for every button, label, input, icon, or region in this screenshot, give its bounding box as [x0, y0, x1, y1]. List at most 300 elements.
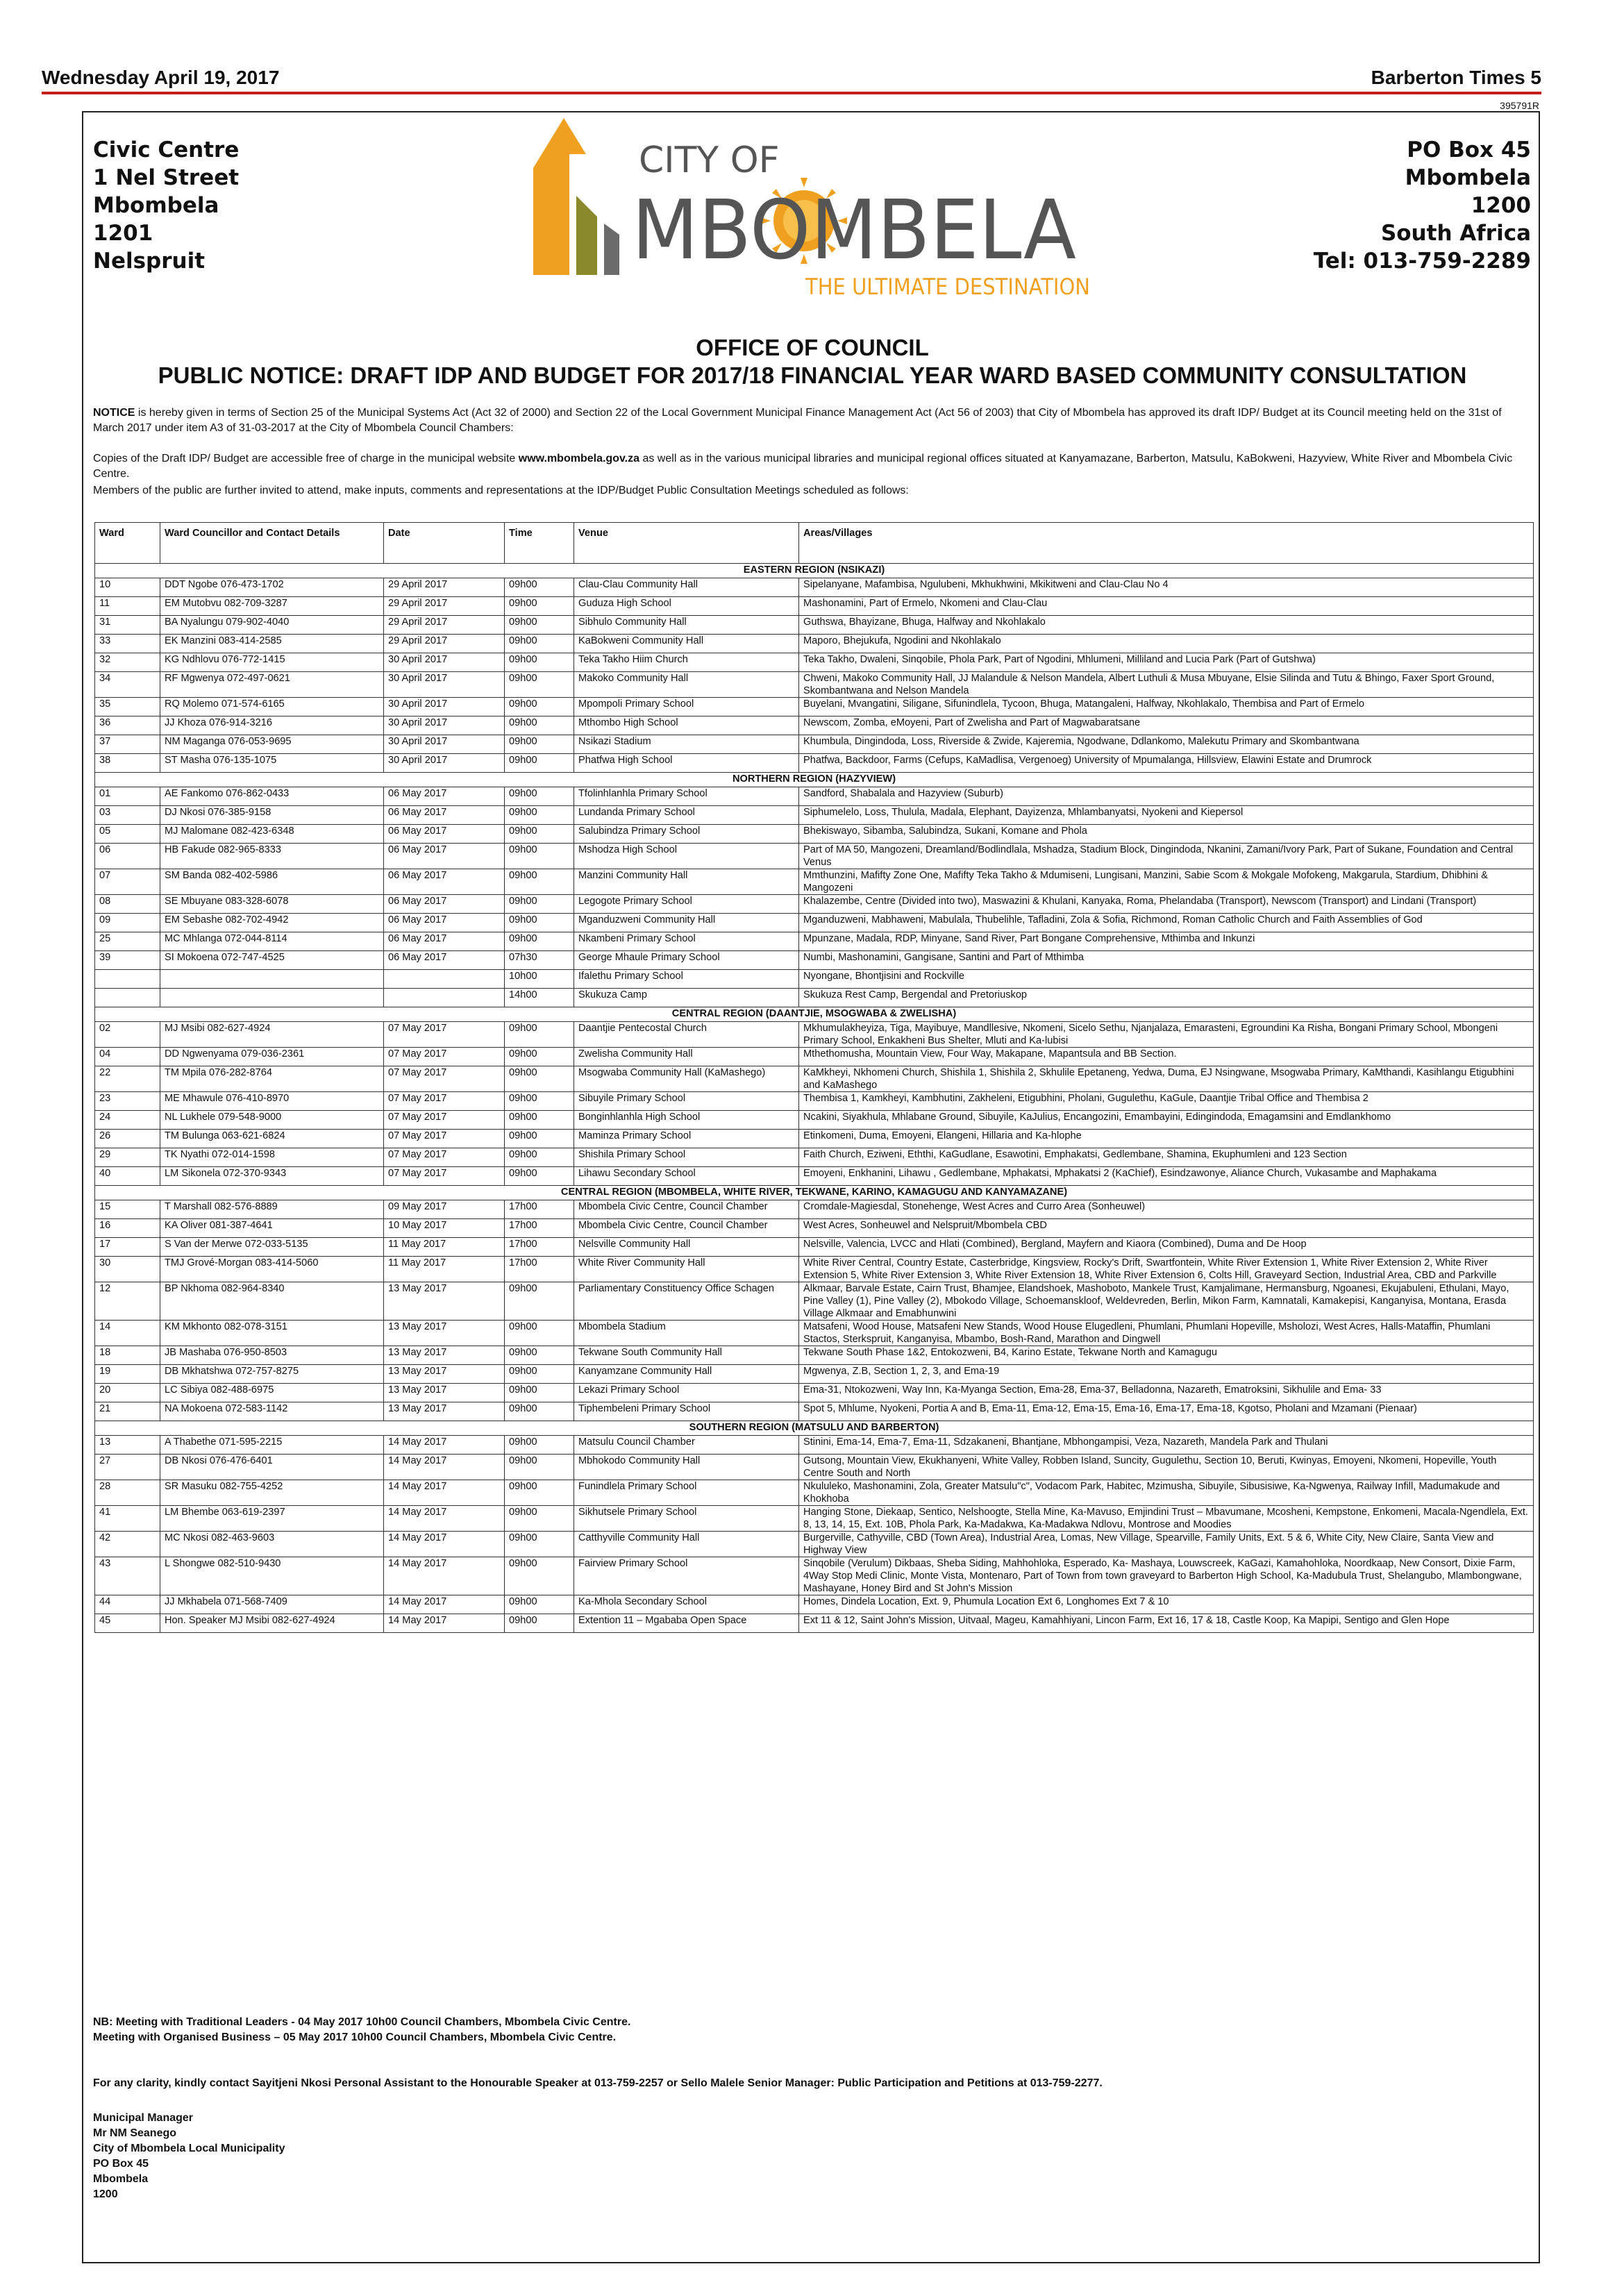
notice-subheading: PUBLIC NOTICE: DRAFT IDP AND BUDGET FOR 2017/18 FINANCIAL YEAR WARD BASED COMMUNITY CONSULTATION	[158, 362, 1467, 388]
cell-ward: 20	[95, 1384, 160, 1402]
cell-time: 09h00	[505, 914, 574, 932]
cell-areas: Bhekiswayo, Sibamba, Salubindza, Sukani, Komane and Phola	[799, 825, 1534, 844]
col-header-ward: Ward	[95, 523, 160, 564]
table-row	[95, 1167, 1534, 1186]
cell-date: 06 May 2017	[384, 806, 505, 825]
cell-time: 09h00	[505, 932, 574, 951]
signature-line: City of Mbombela Local Municipality	[93, 2143, 285, 2154]
notice-paragraph-2	[93, 451, 1529, 482]
cell-ward: 19	[95, 1365, 160, 1384]
cell-areas: Maporo, Bhejukufa, Ngodini and Nkohlakalo	[799, 635, 1534, 653]
table-row	[95, 970, 1534, 989]
table-row	[95, 1048, 1534, 1066]
cell-venue: Mthombo High School	[574, 717, 799, 735]
cell-areas: Khumbula, Dingindoda, Loss, Riverside & Zwide, Kajeremia, Ngodwane, Ddlankomo, Malekutu Primary and Skombantwana	[799, 735, 1534, 754]
cell-date: 13 May 2017	[384, 1384, 505, 1402]
signature-block	[93, 2111, 1529, 2202]
cell-ward: 11	[95, 597, 160, 616]
cell-ward: 25	[95, 932, 160, 951]
cell-venue: Nsikazi Stadium	[574, 735, 799, 754]
table-row	[95, 787, 1534, 806]
cell-ward: 26	[95, 1130, 160, 1148]
cell-councillor: BP Nkhoma 082-964-8340	[160, 1282, 384, 1321]
ad-reference: 395791R	[1500, 100, 1539, 111]
cell-time: 09h00	[505, 1111, 574, 1130]
cell-time: 09h00	[505, 735, 574, 754]
cell-areas: Teka Takho, Dwaleni, Sinqobile, Phola Park, Part of Ngodini, Mhlumeni, Milliland and Lucia Park (Part of Gutshwa)	[799, 653, 1534, 672]
cell-time: 09h00	[505, 869, 574, 895]
col-header-time: Time	[505, 523, 574, 564]
cell-areas: Part of MA 50, Mangozeni, Dreamland/Bodlindlala, Mshadza, Stadium Block, Dingindoda, Nkanini, Zamani/Ivory Park, Part of Sukane, Foundation and Central Venus	[799, 844, 1534, 869]
newspaper-page: Barberton Times 5	[1371, 67, 1541, 88]
cell-date: 07 May 2017	[384, 1066, 505, 1092]
table-row	[95, 806, 1534, 825]
cell-venue: Manzini Community Hall	[574, 869, 799, 895]
cell-time: 09h00	[505, 1384, 574, 1402]
cell-councillor: LM Bhembe 063-619-2397	[160, 1506, 384, 1532]
cell-councillor: SR Masuku 082-755-4252	[160, 1480, 384, 1506]
table-row	[95, 635, 1534, 653]
cell-councillor: SM Banda 082-402-5986	[160, 869, 384, 895]
cell-time: 09h00	[505, 1148, 574, 1167]
cell-ward: 41	[95, 1506, 160, 1532]
cell-areas: Sandford, Shabalala and Hazyview (Suburb)	[799, 787, 1534, 806]
cell-venue: Sibhulo Community Hall	[574, 616, 799, 635]
table-row	[95, 1532, 1534, 1557]
cell-venue: Mshodza High School	[574, 844, 799, 869]
cell-venue: Ifalethu Primary School	[574, 970, 799, 989]
signature-line: PO Box 45	[93, 2158, 149, 2170]
municipal-website-link[interactable]: www.mbombela.gov.za	[518, 453, 640, 464]
cell-councillor: TMJ Grové-Morgan 083-414-5060	[160, 1257, 384, 1282]
postal-address-line: Mbombela	[1405, 165, 1531, 190]
cell-ward: 05	[95, 825, 160, 844]
cell-areas: Mthethomusha, Mountain View, Four Way, Makapane, Mapantsula and BB Section.	[799, 1048, 1534, 1066]
note-traditional-leaders: NB: Meeting with Traditional Leaders - 04 May 2017 10h00 Council Chambers, Mbombela Civic Centre.	[93, 2016, 631, 2028]
cell-ward: 22	[95, 1066, 160, 1092]
cell-date: 14 May 2017	[384, 1614, 505, 1633]
cell-date: 11 May 2017	[384, 1257, 505, 1282]
postal-address-line: 1200	[1471, 193, 1531, 218]
cell-date: 14 May 2017	[384, 1436, 505, 1455]
cell-areas: Mmthunzini, Mafifty Zone One, Mafifty Teka Takho & Mdumiseni, Lungisani, Manzini, Sabie Scom & Mokgale Mofokeng, Makgarula, Stardium, Dhibhini & Mangozeni	[799, 869, 1534, 895]
cell-areas: Sipelanyane, Mafambisa, Ngulubeni, Mkhukhwini, Mkikitweni and Clau-Clau No 4	[799, 578, 1534, 597]
col-header-councillor: Ward Councillor and Contact Details	[160, 523, 384, 564]
cell-date: 07 May 2017	[384, 1111, 505, 1130]
cell-venue: Salubindza Primary School	[574, 825, 799, 844]
cell-ward: 23	[95, 1092, 160, 1111]
table-row	[95, 1455, 1534, 1480]
cell-councillor: ST Masha 076-135-1075	[160, 754, 384, 773]
cell-areas: Mpunzane, Madala, RDP, Minyane, Sand River, Part Bongane Comprehensive, Mthimba and Inkunzi	[799, 932, 1534, 951]
cell-date: 30 April 2017	[384, 672, 505, 698]
table-row	[95, 1066, 1534, 1092]
cell-date: 29 April 2017	[384, 616, 505, 635]
physical-address-line: Nelspruit	[93, 249, 206, 274]
cell-date: 14 May 2017	[384, 1532, 505, 1557]
cell-areas: Cromdale-Magiesdal, Stonehenge, West Acres and Curro Area (Sonheuwel)	[799, 1200, 1534, 1219]
cell-venue: Mpompoli Primary School	[574, 698, 799, 717]
cell-time: 07h30	[505, 951, 574, 970]
cell-ward: 36	[95, 717, 160, 735]
cell-areas: Alkmaar, Barvale Estate, Cairn Trust, Bhamjee, Elandshoek, Mashoboto, Mankele Trust, Kamjalimane, Hermansburg, Ngoanesi, Ekujabuleni, Ethulani, Mayo, Pine Valley (1), Pine Valley (2), Mbokodo Village, Schoemanskloof, Weldevreden, Berlin, Mikon Farm, Kamnatali, Kamakepisi, Kanganyisa, Montana, Erasda Village Alkmaar and Emabhunwini	[799, 1282, 1534, 1321]
cell-time: 09h00	[505, 1506, 574, 1532]
region-title: CENTRAL REGION (MBOMBELA, WHITE RIVER, TEKWANE, KARINO, KAMAGUGU AND KANYAMAZANE)	[95, 1186, 1534, 1200]
cell-areas: Numbi, Mashonamini, Gangisane, Santini and Part of Mthimba	[799, 951, 1534, 970]
cell-time: 09h00	[505, 1557, 574, 1595]
notice-lead: NOTICE	[93, 407, 135, 419]
cell-areas: Guthswa, Bhayizane, Bhuga, Halfway and Nkohlakalo	[799, 616, 1534, 635]
table-row	[95, 989, 1534, 1007]
cell-ward: 15	[95, 1200, 160, 1219]
cell-date: 13 May 2017	[384, 1402, 505, 1421]
cell-time: 09h00	[505, 895, 574, 914]
cell-venue: KaBokweni Community Hall	[574, 635, 799, 653]
cell-ward: 28	[95, 1480, 160, 1506]
table-row	[95, 754, 1534, 773]
table-row	[95, 825, 1534, 844]
cell-time: 09h00	[505, 698, 574, 717]
table-row	[95, 1557, 1534, 1595]
cell-venue: Mganduzweni Community Hall	[574, 914, 799, 932]
cell-areas: Siphumelelo, Loss, Thulula, Madala, Elephant, Dayizenza, Mhlambanyatsi, Nyokeni and Kiepersol	[799, 806, 1534, 825]
cell-councillor: EM Mutobvu 082-709-3287	[160, 597, 384, 616]
cell-ward: 03	[95, 806, 160, 825]
cell-time: 09h00	[505, 717, 574, 735]
table-row	[95, 1365, 1534, 1384]
cell-venue: Mbombela Civic Centre, Council Chamber	[574, 1200, 799, 1219]
cell-venue: Phatfwa High School	[574, 754, 799, 773]
logo-olive-spire	[576, 196, 597, 275]
physical-address-line: Civic Centre	[93, 137, 240, 162]
cell-time: 09h00	[505, 1048, 574, 1066]
cell-venue: Shishila Primary School	[574, 1148, 799, 1167]
cell-councillor: S Van der Merwe 072-033-5135	[160, 1238, 384, 1257]
cell-date: 10 May 2017	[384, 1219, 505, 1238]
postal-address-line: South Africa	[1380, 221, 1531, 246]
cell-councillor: SE Mbuyane 083-328-6078	[160, 895, 384, 914]
table-row	[95, 1595, 1534, 1614]
cell-date: 13 May 2017	[384, 1365, 505, 1384]
meeting-notes	[93, 2015, 1529, 2045]
cell-venue: Catthyville Community Hall	[574, 1532, 799, 1557]
cell-councillor: DJ Nkosi 076-385-9158	[160, 806, 384, 825]
cell-venue: Extention 11 – Mgababa Open Space	[574, 1614, 799, 1633]
cell-time: 09h00	[505, 1480, 574, 1506]
table-row	[95, 1257, 1534, 1282]
cell-venue: Sibuyile Primary School	[574, 1092, 799, 1111]
cell-councillor	[160, 970, 384, 989]
cell-ward: 13	[95, 1436, 160, 1455]
table-row	[95, 1219, 1534, 1238]
cell-councillor: DB Mkhatshwa 072-757-8275	[160, 1365, 384, 1384]
table-row	[95, 735, 1534, 754]
signature-line: Mbombela	[93, 2173, 149, 2185]
physical-address-line: 1201	[93, 221, 153, 246]
cell-councillor: SI Mokoena 072-747-4525	[160, 951, 384, 970]
cell-areas: Matsafeni, Wood House, Matsafeni New Stands, Wood House Elugedleni, Phumlani, Phumlani Hopeville, Msholozi, West Acres, Halls-Mataffin, Phumlani Stactos, Sterkspruit, Kanganyisa, Mbambo, Bosh-Rand, Marathon and Dingwell	[799, 1321, 1534, 1346]
consultation-schedule-table	[94, 522, 1534, 1633]
cell-councillor: MJ Msibi 082-627-4924	[160, 1022, 384, 1048]
cell-councillor: RF Mgwenya 072-497-0621	[160, 672, 384, 698]
cell-areas: Emoyeni, Enkhanini, Lihawu , Gedlembane, Mphakatsi, Mphakatsi 2 (KaChief), Esindzawonye, Aliance Church, Vukasambe and Maphakama	[799, 1167, 1534, 1186]
cell-councillor: JJ Mkhabela 071-568-7409	[160, 1595, 384, 1614]
postal-address-line: PO Box 45	[1407, 137, 1531, 162]
issue-date: Wednesday April 19, 2017	[42, 67, 280, 88]
region-row	[95, 1421, 1534, 1436]
cell-venue: Nelsville Community Hall	[574, 1238, 799, 1257]
table-row	[95, 1238, 1534, 1257]
cell-venue: Lihawu Secondary School	[574, 1167, 799, 1186]
cell-areas: Gutsong, Mountain View, Ekukhanyeni, White Valley, Robben Island, Suncity, Gugulethu, Section 10, Beruti, Kwinyas, Emoyeni, Nkomeni, Hopeville, Youth Centre South and North	[799, 1455, 1534, 1480]
cell-ward: 02	[95, 1022, 160, 1048]
signature-line: 1200	[93, 2188, 118, 2200]
table-row	[95, 844, 1534, 869]
cell-ward: 09	[95, 914, 160, 932]
cell-councillor: LM Sikonela 072-370-9343	[160, 1167, 384, 1186]
cell-councillor: A Thabethe 071-595-2215	[160, 1436, 384, 1455]
cell-ward: 17	[95, 1238, 160, 1257]
cell-ward: 07	[95, 869, 160, 895]
col-header-date: Date	[384, 523, 505, 564]
cell-areas: Stinini, Ema-14, Ema-7, Ema-11, Sdzakaneni, Bhantjane, Mbhongampisi, Veza, Nazareth, Mandela Park and Thulani	[799, 1436, 1534, 1455]
cell-venue: Maminza Primary School	[574, 1130, 799, 1148]
cell-ward: 08	[95, 895, 160, 914]
cell-date: 06 May 2017	[384, 825, 505, 844]
table-row	[95, 597, 1534, 616]
cell-councillor: TM Mpila 076-282-8764	[160, 1066, 384, 1092]
table-row	[95, 698, 1534, 717]
table-row	[95, 932, 1534, 951]
col-header-venue: Venue	[574, 523, 799, 564]
cell-ward: 34	[95, 672, 160, 698]
physical-address-line: 1 Nel Street	[93, 165, 240, 190]
table-row	[95, 1321, 1534, 1346]
cell-venue: Tekwane South Community Hall	[574, 1346, 799, 1365]
cell-date: 13 May 2017	[384, 1346, 505, 1365]
cell-date: 30 April 2017	[384, 698, 505, 717]
table-row	[95, 578, 1534, 597]
cell-areas: Nyongane, Bhontjisini and Rockville	[799, 970, 1534, 989]
cell-councillor: EM Sebashe 082-702-4942	[160, 914, 384, 932]
cell-councillor: DD Ngwenyama 079-036-2361	[160, 1048, 384, 1066]
cell-time: 09h00	[505, 653, 574, 672]
cell-time: 14h00	[505, 989, 574, 1007]
cell-date: 30 April 2017	[384, 754, 505, 773]
cell-ward: 21	[95, 1402, 160, 1421]
cell-date: 07 May 2017	[384, 1092, 505, 1111]
cell-councillor: NM Maganga 076-053-9695	[160, 735, 384, 754]
cell-areas: Tekwane South Phase 1&2, Entokozweni, B4, Karino Estate, Tekwane North and Kamagugu	[799, 1346, 1534, 1365]
cell-date: 06 May 2017	[384, 787, 505, 806]
cell-areas: Phatfwa, Backdoor, Farms (Cefups, KaMadlisa, Vergenoeg) University of Mpumalanga, Hillsview, Elawini Estate and Drumrock	[799, 754, 1534, 773]
cell-time: 09h00	[505, 1066, 574, 1092]
cell-ward: 24	[95, 1111, 160, 1130]
region-title: NORTHERN REGION (HAZYVIEW)	[95, 773, 1534, 787]
cell-venue: Tiphembeleni Primary School	[574, 1402, 799, 1421]
cell-ward: 01	[95, 787, 160, 806]
table-row	[95, 1384, 1534, 1402]
cell-councillor: TK Nyathi 072-014-1598	[160, 1148, 384, 1167]
cell-councillor: Hon. Speaker MJ Msibi 082-627-4924	[160, 1614, 384, 1633]
region-title: EASTERN REGION (NSIKAZI)	[95, 564, 1534, 578]
table-row	[95, 1200, 1534, 1219]
cell-ward: 32	[95, 653, 160, 672]
cell-areas: Homes, Dindela Location, Ext. 9, Phumula Location Ext 6, Longhomes Ext 7 & 10	[799, 1595, 1534, 1614]
cell-venue: George Mhaule Primary School	[574, 951, 799, 970]
cell-councillor: MJ Malomane 082-423-6348	[160, 825, 384, 844]
table-header-row	[95, 523, 1534, 564]
cell-councillor: T Marshall 082-576-8889	[160, 1200, 384, 1219]
cell-time: 09h00	[505, 844, 574, 869]
cell-councillor: JJ Khoza 076-914-3216	[160, 717, 384, 735]
cell-areas: Khalazembe, Centre (Divided into two), Maswazini & Khulani, Kanyaka, Roma, Phelandaba (Transport), Newscom (Transport) and Lindani (Transport)	[799, 895, 1534, 914]
cell-time: 09h00	[505, 1365, 574, 1384]
cell-areas: Burgerville, Cathyville, CBD (Town Area), Industrial Area, Lomas, New Village, Spearville, Family Units, Ext. 5 & 6, White City, New Claire, Santa View and Highway View	[799, 1532, 1534, 1557]
cell-date: 09 May 2017	[384, 1200, 505, 1219]
cell-areas: Mkhumulakheyiza, Tiga, Mayibuye, Mandllesive, Nkomeni, Sicelo Sethu, Njanjalaza, Emarasteni, Egroundini Ka Risha, Bongani Primary School, Mbongeni Primary School, Enkakheni Bus Shelter, Mluti and Ka-lubisi	[799, 1022, 1534, 1048]
cell-areas: White River Central, Country Estate, Casterbridge, Kingsview, Rocky's Drift, Swartfontein, White River Extension 1, White River Extension 2, White River Extension 5, White River Extension 3, White River Extension 18, White River Extension 6, Colts Hill, Graveyard Section, Industrial Area, CBD and Parkville	[799, 1257, 1534, 1282]
region-row	[95, 773, 1534, 787]
cell-ward: 38	[95, 754, 160, 773]
cell-date: 29 April 2017	[384, 578, 505, 597]
table-row	[95, 1148, 1534, 1167]
cell-ward: 30	[95, 1257, 160, 1282]
cell-councillor: RQ Molemo 071-574-6165	[160, 698, 384, 717]
cell-councillor: DDT Ngobe 076-473-1702	[160, 578, 384, 597]
cell-time: 09h00	[505, 578, 574, 597]
cell-venue: Matsulu Council Chamber	[574, 1436, 799, 1455]
cell-venue: Zwelisha Community Hall	[574, 1048, 799, 1066]
signature-line: Mr NM Seanego	[93, 2127, 177, 2139]
physical-address-line: Mbombela	[93, 193, 219, 218]
table-row	[95, 1436, 1534, 1455]
cell-time: 09h00	[505, 1436, 574, 1455]
cell-areas: Nelsville, Valencia, LVCC and Hlati (Combined), Bergland, Mayfern and Kiaora (Combined), Duma and De Hoop	[799, 1238, 1534, 1257]
cell-time: 09h00	[505, 1346, 574, 1365]
note-organised-business: Meeting with Organised Business – 05 May 2017 10h00 Council Chambers, Mbombela Civic Centre.	[93, 2031, 617, 2043]
physical-address	[93, 136, 239, 275]
cell-ward: 27	[95, 1455, 160, 1480]
city-of-mbombela-logo	[528, 112, 1097, 326]
cell-councillor: AE Fankomo 076-862-0433	[160, 787, 384, 806]
postal-address	[1314, 136, 1531, 275]
table-row	[95, 1402, 1534, 1421]
table-row	[95, 717, 1534, 735]
cell-date: 14 May 2017	[384, 1506, 505, 1532]
cell-ward: 39	[95, 951, 160, 970]
cell-areas: West Acres, Sonheuwel and Nelspruit/Mbombela CBD	[799, 1219, 1534, 1238]
cell-areas: Nkululeko, Mashonamini, Zola, Greater Matsulu"c", Vodacom Park, Habitec, Mzimusha, Sibuyile, Sibusisiwe, Ka-Ngwenya, Railway Infill, Madumakude and Khokhoba	[799, 1480, 1534, 1506]
cell-venue: Clau-Clau Community Hall	[574, 578, 799, 597]
cell-areas: Mgwenya, Z.B, Section 1, 2, 3, and Ema-19	[799, 1365, 1534, 1384]
cell-councillor: NA Mokoena 072-583-1142	[160, 1402, 384, 1421]
table-row	[95, 1614, 1534, 1633]
cell-councillor: BA Nyalungu 079-902-4040	[160, 616, 384, 635]
cell-ward: 04	[95, 1048, 160, 1066]
cell-date	[384, 989, 505, 1007]
cell-date: 06 May 2017	[384, 895, 505, 914]
cell-time: 09h00	[505, 1595, 574, 1614]
table-body	[95, 564, 1534, 1633]
table-row	[95, 653, 1534, 672]
cell-venue: Tfolinhlanhla Primary School	[574, 787, 799, 806]
cell-areas: Spot 5, Mhlume, Nyokeni, Portia A and B, Ema-11, Ema-12, Ema-15, Ema-16, Ema-17, Ema-18, Kgotso, Pholani and Mzamani (Pienaar)	[799, 1402, 1534, 1421]
notice-paragraph-2-text-a: Copies of the Draft IDP/ Budget are accessible free of charge in the municipal website	[93, 453, 519, 464]
cell-date: 13 May 2017	[384, 1321, 505, 1346]
cell-time: 17h00	[505, 1200, 574, 1219]
cell-date	[384, 970, 505, 989]
table-row	[95, 616, 1534, 635]
cell-venue: Funindlela Primary School	[574, 1480, 799, 1506]
cell-councillor	[160, 989, 384, 1007]
cell-date: 14 May 2017	[384, 1455, 505, 1480]
cell-areas: Ext 11 & 12, Saint John's Mission, Uitvaal, Mageu, Kamahhiyani, Lincon Farm, Ext 16, 17 & 18, Castle Koop, Ka Mapipi, Sentigo and Glen Hope	[799, 1614, 1534, 1633]
table-row	[95, 1111, 1534, 1130]
table-row	[95, 869, 1534, 895]
cell-councillor: DB Nkosi 076-476-6401	[160, 1455, 384, 1480]
cell-ward: 35	[95, 698, 160, 717]
cell-time: 09h00	[505, 597, 574, 616]
cell-ward: 06	[95, 844, 160, 869]
cell-venue: Msogwaba Community Hall (KaMashego)	[574, 1066, 799, 1092]
cell-venue: Parliamentary Constituency Office Schagen	[574, 1282, 799, 1321]
masthead-rule	[42, 92, 1541, 94]
cell-areas: Hanging Stone, Diekaap, Sentico, Nelshoogte, Stella Mine, Ka-Mavuso, Emjindini Trust – Mbavumane, Mcosheni, Kempstone, Enkomeni, Macala-Ngendlela, Ext. 8, 13, 14, 15, Ext. 10B, Phola Park, Ka-Madakwa, Ka-Madakwa Ndlovu, Montrose and Moodies	[799, 1506, 1534, 1532]
cell-time: 09h00	[505, 1167, 574, 1186]
cell-date: 29 April 2017	[384, 635, 505, 653]
cell-venue: Fairview Primary School	[574, 1557, 799, 1595]
cell-councillor: MC Mhlanga 072-044-8114	[160, 932, 384, 951]
cell-time: 17h00	[505, 1219, 574, 1238]
cell-time: 09h00	[505, 1092, 574, 1111]
cell-time: 17h00	[505, 1257, 574, 1282]
cell-time: 09h00	[505, 754, 574, 773]
cell-date: 14 May 2017	[384, 1557, 505, 1595]
cell-councillor: HB Fakude 082-965-8333	[160, 844, 384, 869]
cell-areas: Ema-31, Ntokozweni, Way Inn, Ka-Myanga Section, Ema-28, Ema-37, Belladonna, Nazareth, Ematroksini, Sikhulile and Ema- 33	[799, 1384, 1534, 1402]
cell-time: 09h00	[505, 1532, 574, 1557]
region-title: SOUTHERN REGION (MATSULU AND BARBERTON)	[95, 1421, 1534, 1436]
cell-councillor: EK Manzini 083-414-2585	[160, 635, 384, 653]
logo-name: MBOMBELA	[632, 182, 1076, 278]
table-row	[95, 951, 1534, 970]
cell-ward: 31	[95, 616, 160, 635]
masthead	[42, 67, 1541, 94]
cell-venue: Legogote Primary School	[574, 895, 799, 914]
cell-date: 07 May 2017	[384, 1167, 505, 1186]
cell-time: 09h00	[505, 616, 574, 635]
cell-ward: 44	[95, 1595, 160, 1614]
cell-councillor: KG Ndhlovu 076-772-1415	[160, 653, 384, 672]
cell-ward: 14	[95, 1321, 160, 1346]
cell-councillor: ME Mhawule 076-410-8970	[160, 1092, 384, 1111]
cell-time: 09h00	[505, 1282, 574, 1321]
logo-gray-spire	[604, 224, 619, 275]
signature-line: Municipal Manager	[93, 2112, 194, 2124]
cell-ward: 42	[95, 1532, 160, 1557]
cell-date: 07 May 2017	[384, 1048, 505, 1066]
cell-date: 07 May 2017	[384, 1130, 505, 1148]
cell-areas: Sinqobile (Verulum) Dikbaas, Sheba Siding, Mahhohloka, Esperado, Ka- Mashaya, Louwscreek, KaGazi, Kamahohloka, Noordkaap, New Consort, Dixie Farm, 4Way Stop Medi Clinic, Monte Vista, Montenaro, Part of Town from town graveyard to Barberton High School, Ka-Madubula Trust, Shelangubo, Mlambongwane, Mashayane, Honey Bird and St John's Mission	[799, 1557, 1534, 1595]
cell-date: 11 May 2017	[384, 1238, 505, 1257]
notice-paragraph-1-text: is hereby given in terms of Section 25 of the Municipal Systems Act (Act 32 of 2000) and Section 22 of the Local Government Municipal Finance Management Act (Act 56 of 2003) that City of Mbombela has approved its draft IDP/ Budget at its Council meeting held on the 31st of March 2017 under item A3 of 31-03-2017 at the City of Mbombela Council Chambers:	[93, 407, 1502, 434]
cell-ward: 29	[95, 1148, 160, 1167]
cell-time: 09h00	[505, 1402, 574, 1421]
cell-time: 09h00	[505, 1455, 574, 1480]
cell-ward: 45	[95, 1614, 160, 1633]
cell-venue: Lundanda Primary School	[574, 806, 799, 825]
